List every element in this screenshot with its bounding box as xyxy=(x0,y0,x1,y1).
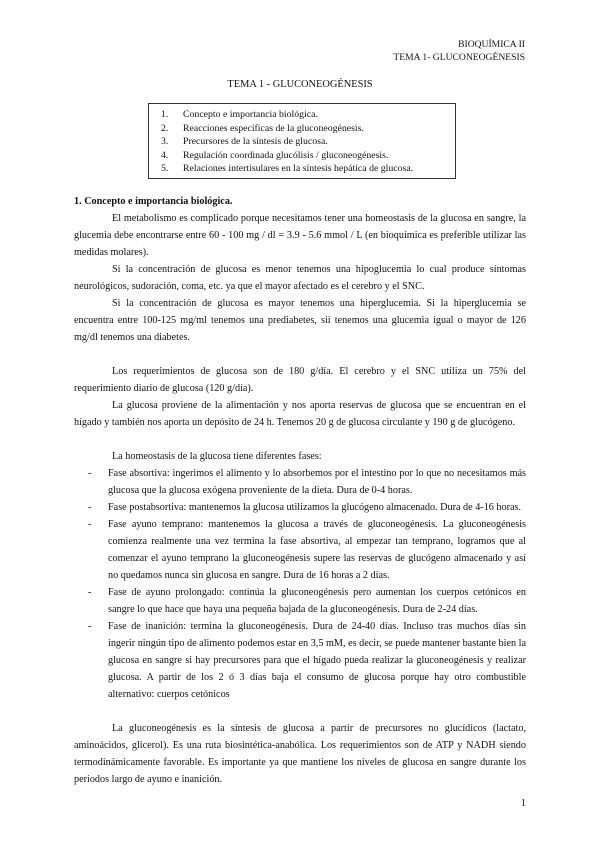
list-dash: - xyxy=(88,502,92,513)
list-item xyxy=(74,584,526,618)
paragraph: El metabolismo es complicado porque necesitamos tener una homeostasis de la glucosa en sangre, la glucemia debe encontrarse entre 60 - 100 mg / dl = 3.9 - 5.6 mmol / L (en bioquímica es preferible utilizar las medidas molares). xyxy=(74,213,526,258)
list-item-text: Fase de inanición: termina la gluconeogénesis. Dura de 24-40 días. Incluso tras muchos días sin ingerir ningún tipo de alimento podemos estar en 3,5 mM, es decir, se puede mantener bastante bien la glucosa en sangre si hay precursores para que el hígado pueda realizar la gluconeogénesis y realizar glucosa. A partir de los 2 ó 3 días baja el consumo de glucosa porque hay otro combustible alternativo: cuerpos cetónicos xyxy=(108,621,526,700)
spacer xyxy=(74,431,526,448)
page-number: 1 xyxy=(520,798,526,809)
body-content xyxy=(74,193,526,788)
paragraph: La glucosa proviene de la alimentación y nos aporta reservas de glucosa que se encuentran en el hígado y también nos aporta un depósito de 24 h. Tenemos 20 g de glucosa circulante y 190 g de glucógeno. xyxy=(74,400,526,428)
list-item-text: Fase absortiva: ingerimos el alimento y lo absorbemos por el intestino por lo que no necesitamos más glucosa que la glucosa exógena proveniente de la dieta. Dura de 0-4 horas. xyxy=(108,468,526,496)
list-dash: - xyxy=(88,587,92,598)
list-item-text: Fase de ayuno prolongado: continúa la gluconeogénesis pero aumentan los cuerpos cetónicos en sangre lo que hace que haya una pequeña bajada de la gluconeogénesis. Dura de 2-24 días. xyxy=(108,587,526,615)
section-heading: 1. Concepto e importancia biológica. xyxy=(74,196,233,207)
spacer xyxy=(74,346,526,363)
page-title: TEMA 1 - GLUCONEOGÉNESIS xyxy=(227,79,373,90)
list-item xyxy=(74,499,526,516)
header-course: BIOQUÍMICA II xyxy=(458,39,525,50)
toc-item xyxy=(161,149,449,163)
toc-text: Reacciones específicas de la gluconeogénesis. xyxy=(183,122,364,134)
list-dash: - xyxy=(88,621,92,632)
paragraph: La gluconeogénesis es la síntesis de glucosa a partir de precursores no glucídicos (lactato, aminoácidos, glicerol). Es una ruta biosintética-anabólica. Los requerimientos son de ATP y NADH siendo termodinámicamente favorable. Es importante ya que mantiene los niveles de glucosa en sangre durante los periodos largo de ayuno e inanición. xyxy=(74,723,526,785)
toc-text: Relaciones intertisulares en la síntesis hepática de glucosa. xyxy=(183,163,414,175)
spacer xyxy=(74,703,526,720)
list-item xyxy=(74,465,526,499)
toc-item xyxy=(161,135,449,149)
list-item xyxy=(74,618,526,703)
toc-item xyxy=(161,122,449,136)
toc-number: 1. xyxy=(161,109,169,120)
toc-item xyxy=(161,162,449,176)
paragraph: La homeostasis de la glucosa tiene diferentes fases: xyxy=(112,451,322,462)
list-dash: - xyxy=(88,468,92,479)
paragraph: Si la concentración de glucosa es menor tenemos una hipoglucemia lo cual produce síntomas neurológicos, sudoración, coma, etc. ya que el mayor afectado es el cerebro y el SNC. xyxy=(74,264,526,292)
toc-number: 4. xyxy=(161,149,169,161)
paragraph: Si la concentración de glucosa es mayor tenemos una hiperglucemia. Si la hiperglucemia se encuentra entre 100-125 mg/ml tenemos una prediabetes, sii tenemos una glucemia igual o mayor de 126 mg/dl tenemos una diabetes. xyxy=(74,298,526,343)
running-header xyxy=(393,38,525,64)
paragraph: Los requerimientos de glucosa son de 180 g/día. El cerebro y el SNC utiliza un 75% del requerimiento diario de glucosa (120 g/día). xyxy=(74,366,526,394)
list-dash: - xyxy=(88,519,92,530)
toc-text: Concepto e importancia biológica. xyxy=(183,109,318,120)
toc-text: Precursores de la síntesis de glucosa. xyxy=(183,136,328,148)
list-item-text: Fase postabsortiva: mantenemos la glucosa utilizamos la glucógeno almacenado. Dura de 4-16 horas. xyxy=(108,502,522,513)
toc-number: 2. xyxy=(161,122,169,134)
list-item-text: Fase ayuno temprano: mantenemos la glucosa a través de gluconeogénesis. La gluconeogénesis comienza realmente una vez termina la fase absortiva, al empezar tan temprano, logramos que al comenzar el ayuno temprano la gluconeogénesis supere las reservas de glucógeno almacenado y así no quedamos nunca sin glucosa en sangre. Dura de 16 horas a 2 días. xyxy=(108,519,526,581)
toc-text: Regulación coordinada glucólisis / gluconeogénesis. xyxy=(183,149,389,161)
header-topic: TEMA 1- GLUCONEOGÉNESIS xyxy=(393,52,525,63)
toc-number: 3. xyxy=(161,136,169,148)
table-of-contents xyxy=(148,103,456,179)
toc-number: 5. xyxy=(161,163,169,175)
toc-item xyxy=(161,108,449,122)
list-item xyxy=(74,516,526,584)
